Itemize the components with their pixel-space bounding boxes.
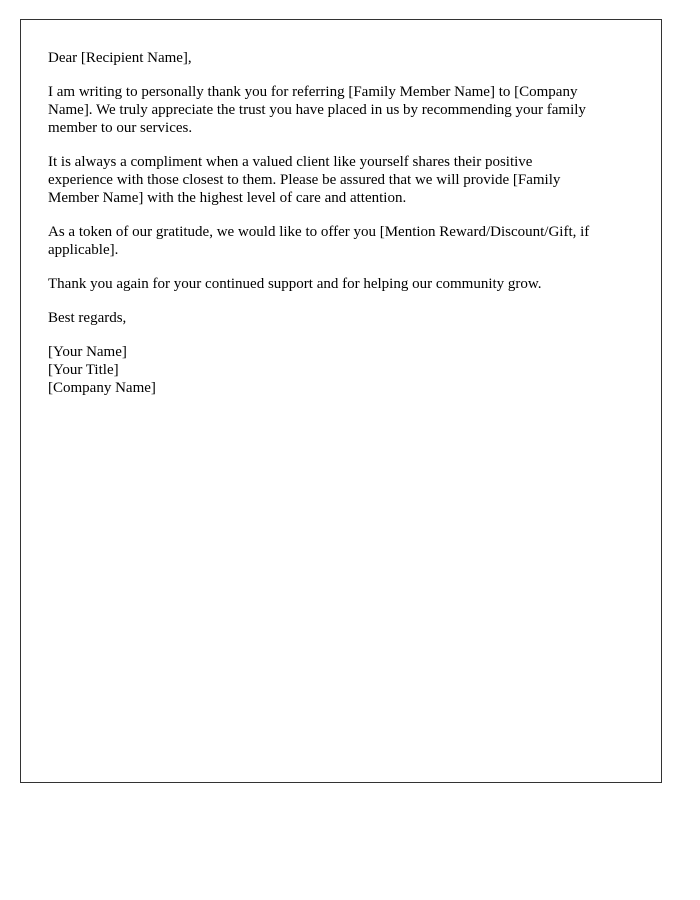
body-paragraph-3 [48,223,633,259]
signature-block [48,343,633,397]
salutation [48,49,633,67]
paragraph-line: Name]. We truly appreciate the trust you have placed in us by recommending your family [48,102,586,118]
paragraph-line: It is always a compliment when a valued client like yourself shares their positive [48,154,533,170]
letter-frame [20,19,662,783]
paragraph-line: member to our services. [48,120,193,136]
paragraph-line: I am writing to personally thank you for referring [Family Member Name] to [Company [48,84,578,100]
letter-content [21,20,661,397]
body-paragraph-2 [48,153,633,207]
closing [48,309,633,327]
body-paragraph-4 [48,275,633,293]
paragraph-line: As a token of our gratitude, we would like to offer you [Mention Reward/Discount/Gift, if [48,224,590,240]
paragraph-line: applicable]. [48,242,119,258]
salutation-text: Dear [Recipient Name], [48,50,192,66]
signature-name: [Your Name] [48,344,127,360]
closing-text: Best regards, [48,310,127,326]
signature-title: [Your Title] [48,362,119,378]
paragraph-line: Thank you again for your continued support and for helping our community grow. [48,276,542,292]
paragraph-line: Member Name] with the highest level of care and attention. [48,190,407,206]
signature-company: [Company Name] [48,380,156,396]
body-paragraph-1 [48,83,633,137]
paragraph-line: experience with those closest to them. Please be assured that we will provide [Family [48,172,561,188]
